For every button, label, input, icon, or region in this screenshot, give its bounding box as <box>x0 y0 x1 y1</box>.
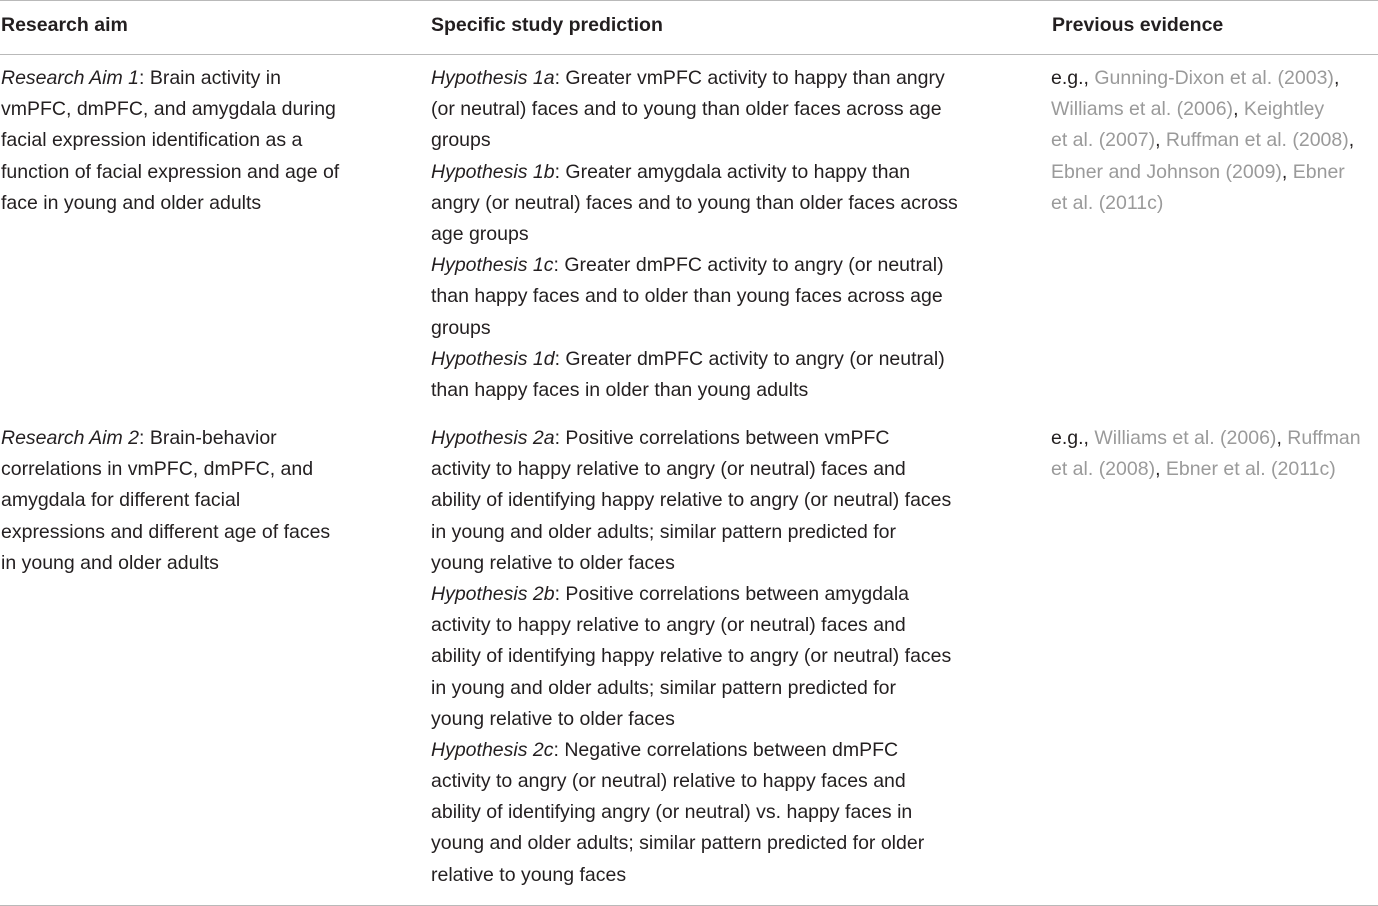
hypothesis-1a: Hypothesis 1a: Greater vmPFC activity to happy than angry <box>431 67 945 89</box>
hypothesis-line: than happy faces in older than young adults <box>431 378 809 401</box>
reference-link[interactable]: Williams et al. (2006) <box>1094 427 1277 449</box>
aim-line: correlations in vmPFC, dmPFC, and <box>1 458 314 481</box>
hypothesis-line: young and older adults; similar pattern predicted for older <box>431 832 925 855</box>
reference-link[interactable]: Ebner and Johnson (2009) <box>1051 160 1282 183</box>
table-row-2-evidence <box>1051 423 1378 485</box>
evidence-line: Williams et al. (2006), Keightley <box>1051 98 1325 121</box>
aim-line: face in young and older adults <box>1 191 262 214</box>
top-rule <box>0 0 1378 1</box>
reference-link[interactable]: Ruffman et al. (2008) <box>1165 129 1349 152</box>
aim-line: vmPFC, dmPFC, and amygdala during <box>1 98 336 121</box>
hypothesis-label: Hypothesis 2a <box>431 427 555 449</box>
reference-link[interactable]: et al. (2008) <box>1051 458 1156 481</box>
hypothesis-line: activity to happy relative to angry (or neutral) faces and <box>431 614 906 637</box>
evidence-line: et al. (2007), Ruffman et al. (2008), <box>1051 129 1355 152</box>
hypothesis-line: relative to young faces <box>431 863 627 886</box>
hypothesis-line: ability of identifying happy relative to angry (or neutral) faces <box>431 645 952 668</box>
aim-label: Research Aim 1 <box>1 67 139 89</box>
hypothesis-label: Hypothesis 1d <box>431 347 555 370</box>
hypothesis-line: groups <box>431 316 491 339</box>
reference-link[interactable]: Ebner et al. (2011c) <box>1165 458 1336 481</box>
reference-link[interactable]: Keightley <box>1243 98 1325 121</box>
hypothesis-line: young relative to older faces <box>431 707 675 730</box>
aim-line: function of facial expression and age of <box>1 160 340 183</box>
hypothesis-line: young relative to older faces <box>431 551 675 574</box>
hypothesis-1d: Hypothesis 1d: Greater dmPFC activity to angry (or neutral) <box>431 347 945 370</box>
evidence-line <box>1051 188 1378 219</box>
hypothesis-line: groups <box>431 129 491 152</box>
header-research-aim: Research aim <box>1 14 128 36</box>
hypothesis-line: age groups <box>431 222 529 245</box>
hypothesis-1c: Hypothesis 1c: Greater dmPFC activity to angry (or neutral) <box>431 254 944 277</box>
reference-link[interactable]: Ebner <box>1292 160 1345 183</box>
aim-line: expressions and different age of faces <box>1 520 331 543</box>
aim-label: Research Aim 2 <box>1 427 139 449</box>
hypothesis-label: Hypothesis 2b <box>431 582 555 605</box>
table-row-2-aim <box>1 423 376 579</box>
hypothesis-line: angry (or neutral) faces and to young than older faces across <box>431 191 958 214</box>
hypothesis-line: in young and older adults; similar pattern predicted for <box>431 520 897 543</box>
aim-line: in young and older adults <box>1 551 219 574</box>
reference-link[interactable]: et al. (2007) <box>1051 129 1156 152</box>
reference-link[interactable]: Ruffman <box>1287 427 1361 449</box>
aim-line: amygdala for different facial <box>1 489 241 512</box>
reference-link[interactable]: Gunning-Dixon et al. (2003) <box>1094 67 1334 89</box>
evidence-line: e.g., Gunning-Dixon et al. (2003), <box>1051 67 1340 89</box>
header-rule <box>0 54 1378 55</box>
header-specific-prediction: Specific study prediction <box>431 14 663 36</box>
evidence-line: e.g., Williams et al. (2006), Ruffman <box>1051 427 1361 449</box>
hypothesis-label: Hypothesis 1a <box>431 67 555 89</box>
table-row-1-aim <box>1 63 376 219</box>
evidence-prefix: e.g., <box>1051 427 1089 449</box>
hypothesis-line: in young and older adults; similar pattern predicted for <box>431 676 897 699</box>
table-row-1-predictions <box>431 63 1001 406</box>
aim-line: facial expression identification as a <box>1 129 303 152</box>
hypothesis-2a: Hypothesis 2a: Positive correlations between vmPFC <box>431 427 890 449</box>
hypothesis-2b: Hypothesis 2b: Positive correlations between amygdala <box>431 582 910 605</box>
reference-link[interactable]: Williams et al. (2006) <box>1051 98 1234 121</box>
reference-link[interactable]: et al. (2011c) <box>1051 191 1164 214</box>
hypothesis-line: activity to happy relative to angry (or neutral) faces and <box>431 458 906 481</box>
hypothesis-line: activity to angry (or neutral) relative to happy faces and <box>431 770 906 793</box>
evidence-prefix: e.g., <box>1051 67 1089 89</box>
hypothesis-label: Hypothesis 1c <box>431 254 554 277</box>
hypothesis-line: (or neutral) faces and to young than older faces across age <box>431 98 942 121</box>
hypothesis-line: ability of identifying happy relative to angry (or neutral) faces <box>431 489 952 512</box>
hypothesis-line: ability of identifying angry (or neutral) vs. happy faces in <box>431 801 913 824</box>
table-row-2-predictions <box>431 423 1001 891</box>
aim-line: Research Aim 1: Brain activity in <box>1 67 281 89</box>
evidence-line: Ebner and Johnson (2009), Ebner <box>1051 160 1345 183</box>
hypothesis-label: Hypothesis 1b <box>431 160 555 183</box>
hypothesis-1b: Hypothesis 1b: Greater amygdala activity to happy than <box>431 160 911 183</box>
aim-line: Research Aim 2: Brain-behavior <box>1 427 277 449</box>
header-previous-evidence: Previous evidence <box>1052 14 1224 36</box>
hypothesis-line: than happy faces and to older than young faces across age <box>431 285 943 308</box>
table-row-1-evidence <box>1051 63 1378 219</box>
hypothesis-2c: Hypothesis 2c: Negative correlations between dmPFC <box>431 738 899 761</box>
hypothesis-label: Hypothesis 2c <box>431 738 554 761</box>
evidence-line: et al. (2008), Ebner et al. (2011c) <box>1051 458 1336 481</box>
